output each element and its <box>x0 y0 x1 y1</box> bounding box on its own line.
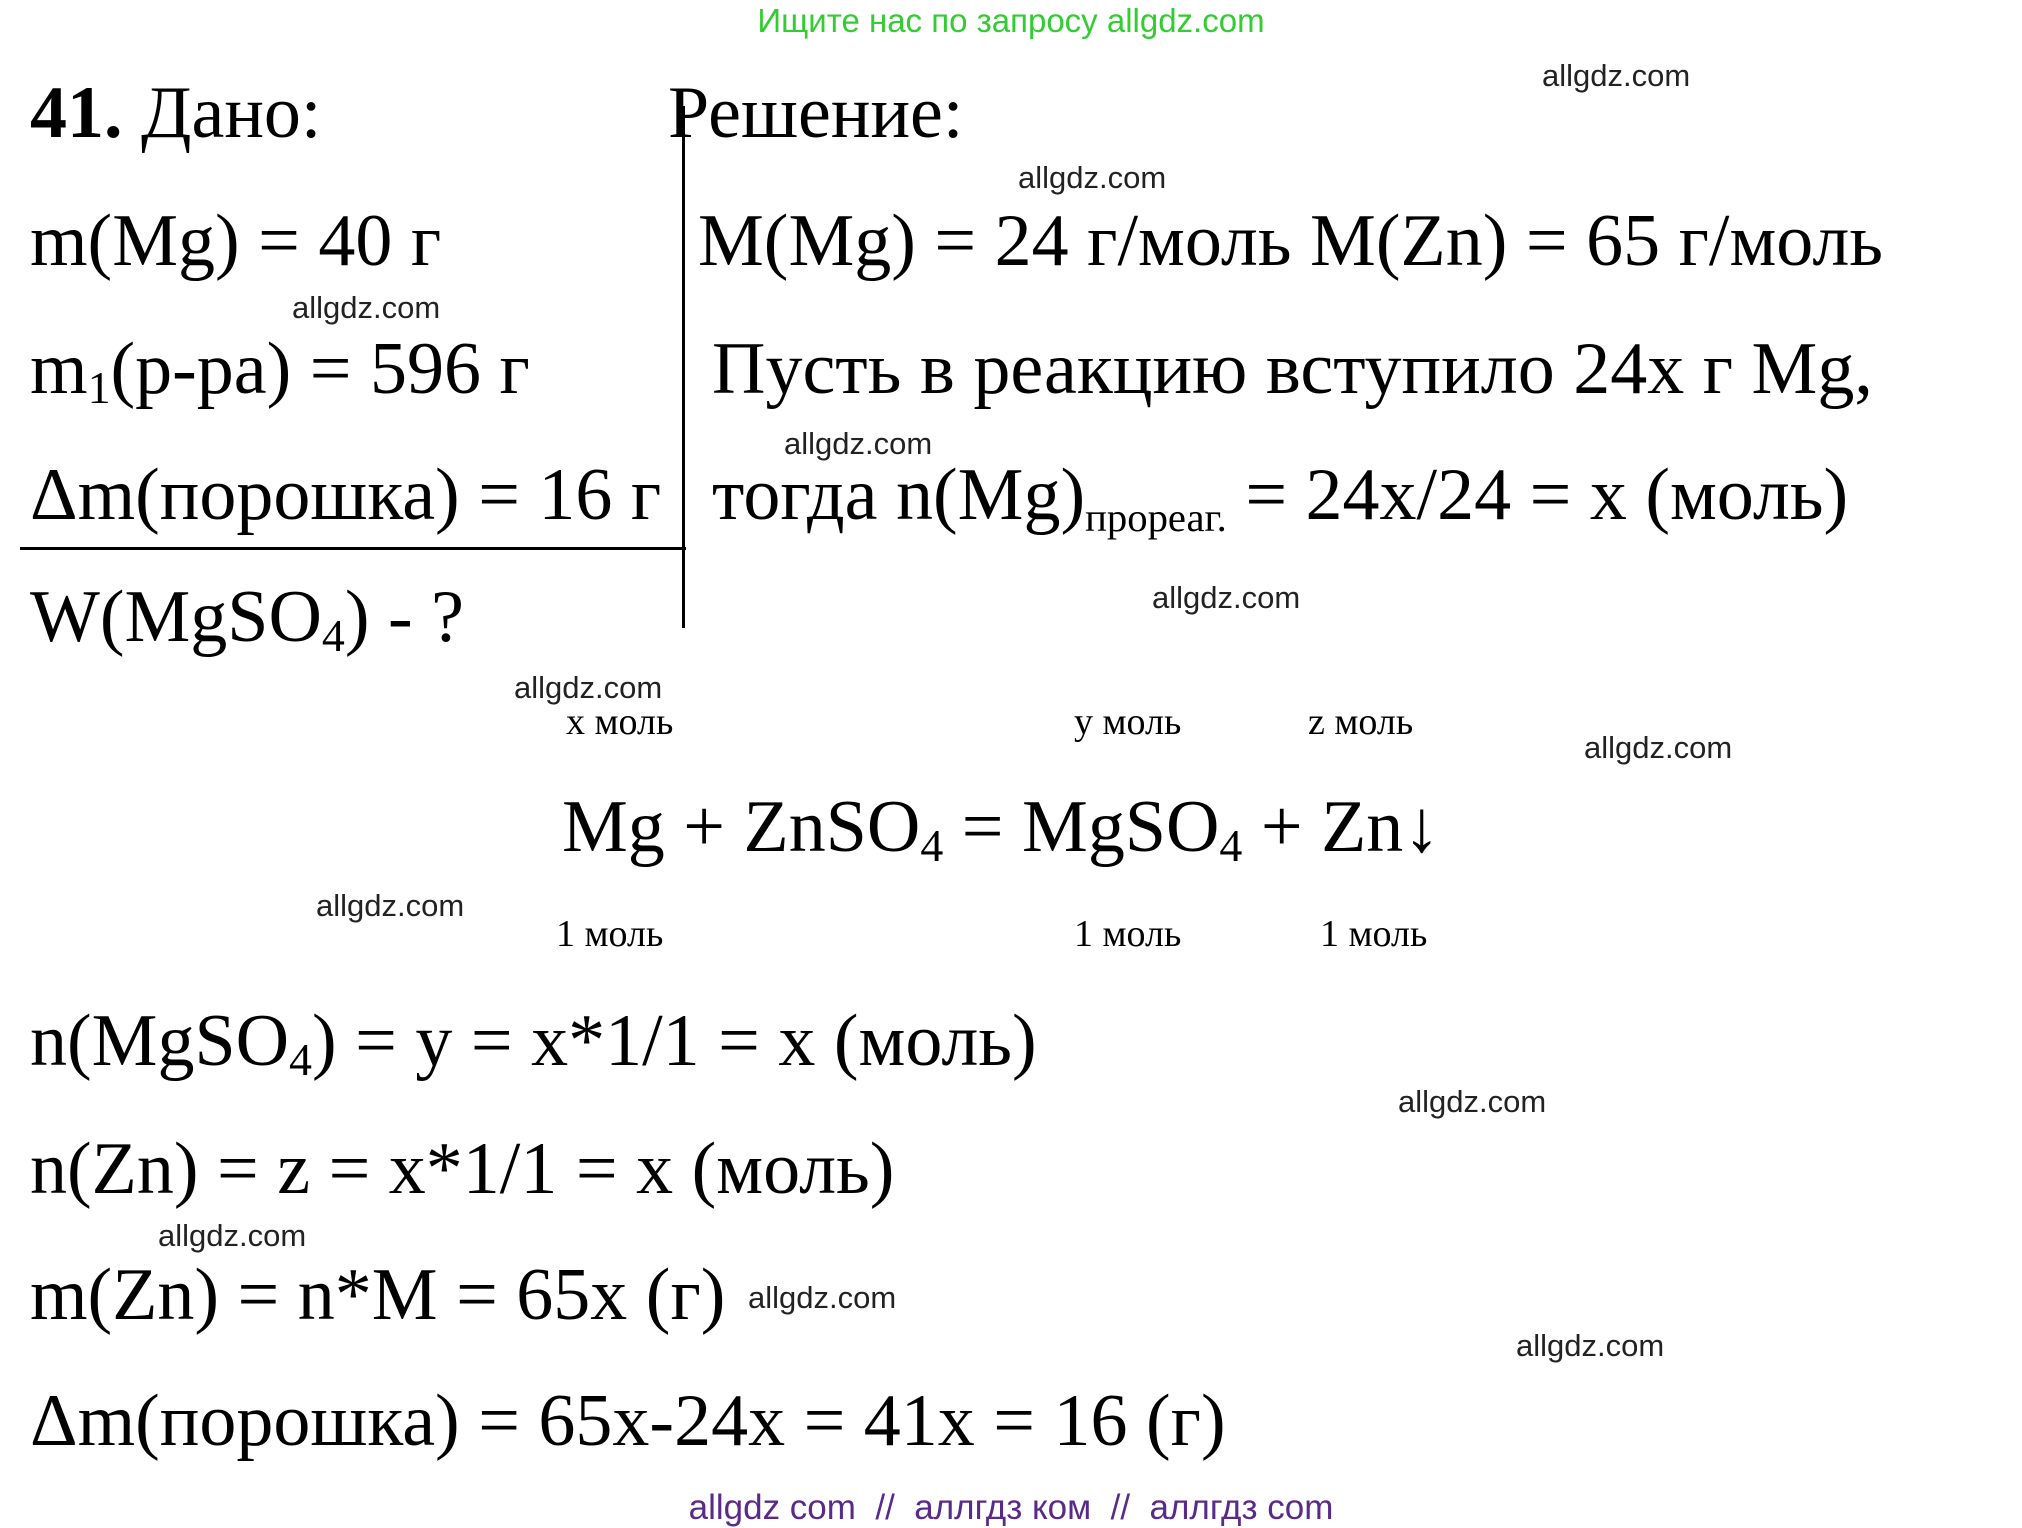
eq-top-z: z моль <box>1308 701 1414 743</box>
watermark: allgdz.com <box>316 888 465 923</box>
solution-title: Решение: <box>668 72 964 154</box>
watermark: allgdz.com <box>1398 1084 1547 1119</box>
eq-top-x: x моль <box>566 701 674 743</box>
calc-m-zn: m(Zn) = n*M = 65x (г) <box>30 1254 726 1336</box>
reaction-equation: Mg + ZnSO$_4$ = MgSO$_4$ + Zn↓ <box>562 786 1441 872</box>
watermark: allgdz.com <box>1542 58 1691 93</box>
eq-bottom-1: 1 моль <box>556 913 664 955</box>
let-statement: Пусть в реакцию вступило 24x г Mg, <box>712 328 1873 410</box>
then-statement: тогда n(Mg)прореаг. = 24x/24 = x (моль) <box>712 454 1849 541</box>
eq-bottom-2: 1 моль <box>1074 913 1182 955</box>
find-mass-fraction: W(MgSO$_4$) - ? <box>30 576 464 662</box>
watermark: allgdz.com <box>158 1218 307 1253</box>
watermark: allgdz.com <box>1584 730 1733 765</box>
molar-masses: M(Mg) = 24 г/моль M(Zn) = 65 г/моль <box>698 200 1884 282</box>
watermark: allgdz.com <box>784 426 933 461</box>
footer-watermark: allgdz com // аллгдз ком // аллгдз com <box>688 1488 1334 1527</box>
given-divider-vertical <box>682 106 685 628</box>
calc-n-zn: n(Zn) = z = x*1/1 = x (моль) <box>30 1128 895 1210</box>
watermark: allgdz.com <box>514 670 663 705</box>
watermark: allgdz.com <box>1516 1328 1665 1363</box>
given-mass-solution: $m_1(р-ра) = 596$ г <box>30 328 530 414</box>
watermark: allgdz.com <box>1018 160 1167 195</box>
watermark: allgdz.com <box>1152 580 1301 615</box>
eq-top-y: y моль <box>1074 701 1182 743</box>
given-powder-delta: Δm(порошка) = 16 г <box>30 454 662 536</box>
given-title: Дано: <box>141 72 322 154</box>
search-banner: Ищите нас по запросу allgdz.com <box>757 2 1265 39</box>
problem-heading <box>30 72 322 154</box>
given-divider-horizontal <box>20 547 686 550</box>
watermark: allgdz.com <box>748 1280 897 1315</box>
calc-delta-powder: Δm(порошка) = 65x-24x = 41x = 16 (г) <box>30 1380 1226 1462</box>
calc-n-mgso4: n(MgSO$_4$) = y = x*1/1 = x (моль) <box>30 1000 1037 1086</box>
problem-number: 41. <box>30 72 123 154</box>
eq-bottom-3: 1 моль <box>1320 913 1428 955</box>
given-mass-mg: m(Mg) = 40 г <box>30 200 442 282</box>
watermark: allgdz.com <box>292 290 441 325</box>
